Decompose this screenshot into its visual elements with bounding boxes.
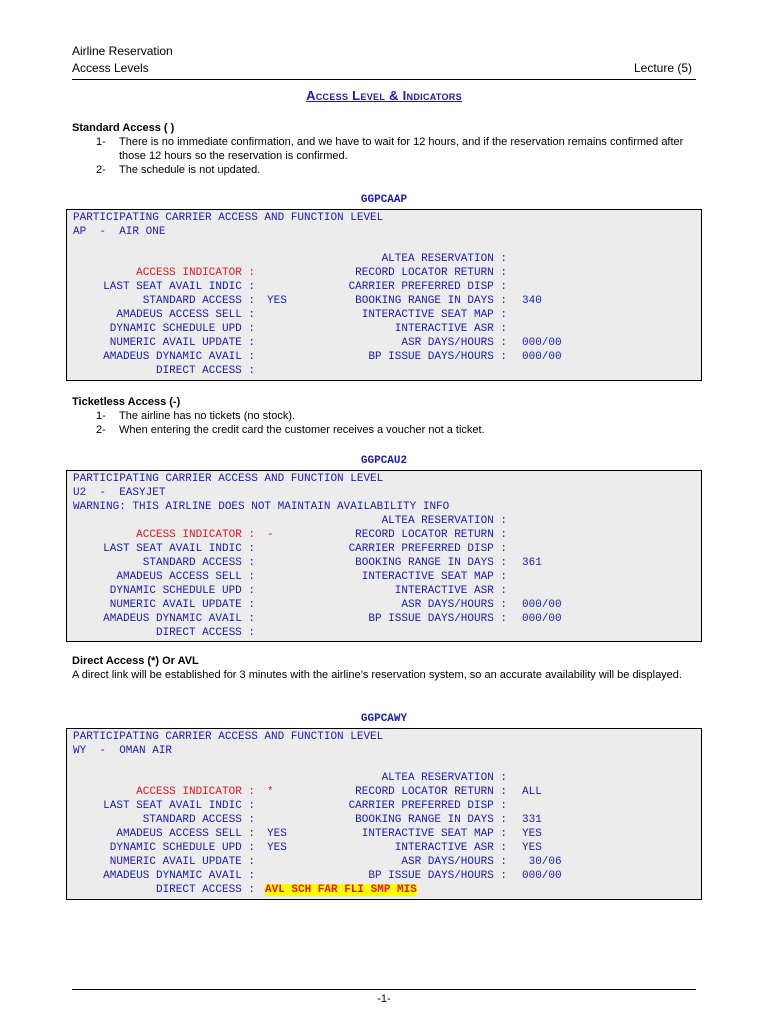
left-label: DYNAMIC SCHEDULE UPD :	[109, 842, 255, 854]
list-text: The schedule is not updated.	[119, 164, 261, 176]
terminal-screen-wy	[66, 728, 702, 900]
airline-line: AP - AIR ONE	[73, 226, 166, 238]
access-indicator-value: -	[267, 529, 274, 541]
standard-access-value: YES	[267, 295, 287, 307]
right-label: INTERACTIVE SEAT MAP :	[361, 828, 507, 840]
access-indicator-label: ACCESS INDICATOR :	[136, 786, 255, 798]
header-divider	[72, 79, 696, 80]
interactive-asr-value: YES	[522, 842, 542, 854]
right-label: BP ISSUE DAYS/HOURS :	[368, 351, 507, 363]
warning-line: WARNING: THIS AIRLINE DOES NOT MAINTAIN AVAILABILITY INFO	[73, 501, 450, 513]
ticketless-access-item-2	[96, 423, 716, 437]
left-label: DIRECT ACCESS :	[155, 365, 255, 377]
left-label: STANDARD ACCESS :	[142, 295, 255, 307]
list-text: There is no immediate confirmation, and we have to wait for 12 hours, and if the reservation remains confirmed after those 12 hours so the reservation is confirmed.	[119, 136, 684, 162]
amadeus-access-sell-value: YES	[267, 828, 287, 840]
right-label: INTERACTIVE ASR :	[394, 323, 507, 335]
list-number: 2-	[96, 164, 106, 176]
right-label: CARRIER PREFERRED DISP :	[348, 800, 507, 812]
standard-access-item-2	[96, 163, 716, 177]
right-label: CARRIER PREFERRED DISP :	[348, 281, 507, 293]
list-number: 1-	[96, 136, 106, 148]
dynamic-schedule-upd-value: YES	[267, 842, 287, 854]
booking-range-value: 361	[522, 557, 542, 569]
terminal-screen-u2	[66, 470, 702, 642]
record-locator-return-value: ALL	[522, 786, 542, 798]
right-label: BOOKING RANGE IN DAYS :	[355, 557, 507, 569]
bp-issue-value: 000/00	[522, 613, 562, 625]
access-indicator-value: *	[267, 786, 274, 798]
left-label: NUMERIC AVAIL UPDATE :	[109, 599, 255, 611]
left-label: DYNAMIC SCHEDULE UPD :	[109, 323, 255, 335]
left-label: NUMERIC AVAIL UPDATE :	[109, 337, 255, 349]
direct-access-heading: Direct Access (*) Or AVL	[72, 655, 199, 667]
command-ggpcaap: GGPCAAP	[360, 194, 408, 206]
left-label: AMADEUS ACCESS SELL :	[116, 828, 255, 840]
right-label: BP ISSUE DAYS/HOURS :	[368, 613, 507, 625]
right-label: INTERACTIVE ASR :	[394, 585, 507, 597]
screen-header-line: PARTICIPATING CARRIER ACCESS AND FUNCTION LEVEL	[73, 731, 384, 743]
header-lecture-label: Lecture (5)	[634, 61, 693, 75]
terminal-screen-ap	[66, 209, 702, 381]
left-label: DIRECT ACCESS :	[155, 884, 255, 896]
left-label: AMADEUS DYNAMIC AVAIL :	[103, 613, 255, 625]
left-label: STANDARD ACCESS :	[142, 814, 255, 826]
right-label: INTERACTIVE ASR :	[394, 842, 507, 854]
booking-range-value: 331	[522, 814, 542, 826]
screen-header-line: PARTICIPATING CARRIER ACCESS AND FUNCTION LEVEL	[73, 212, 384, 224]
left-label: LAST SEAT AVAIL INDIC :	[103, 281, 255, 293]
right-label: BOOKING RANGE IN DAYS :	[355, 814, 507, 826]
footer-divider	[72, 989, 696, 990]
right-label: BOOKING RANGE IN DAYS :	[355, 295, 507, 307]
interactive-seat-map-value: YES	[522, 828, 542, 840]
command-ggpcau2: GGPCAU2	[360, 455, 408, 467]
standard-access-heading: Standard Access ( )	[72, 122, 175, 134]
bp-issue-value: 000/00	[522, 351, 562, 363]
booking-range-value: 340	[522, 295, 542, 307]
left-label: LAST SEAT AVAIL INDIC :	[103, 800, 255, 812]
direct-access-description: A direct link will be established for 3 minutes with the airline’s reservation system, so an accurate availability will be displayed.	[72, 669, 682, 681]
asr-days-value: 000/00	[522, 337, 562, 349]
left-label: AMADEUS DYNAMIC AVAIL :	[103, 351, 255, 363]
standard-access-item-1	[96, 135, 716, 165]
left-label: LAST SEAT AVAIL INDIC :	[103, 543, 255, 555]
header-section-title: Access Levels	[72, 61, 149, 75]
right-label: ALTEA RESERVATION :	[381, 772, 507, 784]
ticketless-access-item-1	[96, 409, 716, 423]
right-label: RECORD LOCATOR RETURN :	[355, 786, 507, 798]
left-label: DYNAMIC SCHEDULE UPD :	[109, 585, 255, 597]
list-text: When entering the credit card the customer receives a voucher not a ticket.	[119, 424, 485, 436]
access-indicator-label: ACCESS INDICATOR :	[136, 267, 255, 279]
right-label: ALTEA RESERVATION :	[381, 253, 507, 265]
left-label: NUMERIC AVAIL UPDATE :	[109, 856, 255, 868]
direct-access-value: AVL SCH FAR FLI SMP MIS	[265, 884, 417, 896]
asr-days-value: 000/00	[522, 599, 562, 611]
right-label: ASR DAYS/HOURS :	[401, 856, 507, 868]
page-title: Access Level & Indicators	[306, 88, 462, 103]
access-indicator-label: ACCESS INDICATOR :	[136, 529, 255, 541]
right-label: RECORD LOCATOR RETURN :	[355, 267, 507, 279]
asr-days-value: 30/06	[522, 856, 562, 868]
right-label: ASR DAYS/HOURS :	[401, 599, 507, 611]
right-label: INTERACTIVE SEAT MAP :	[361, 571, 507, 583]
bp-issue-value: 000/00	[522, 870, 562, 882]
ticketless-access-heading: Ticketless Access (-)	[72, 396, 181, 408]
list-number: 2-	[96, 424, 106, 436]
right-label: RECORD LOCATOR RETURN :	[355, 529, 507, 541]
list-text: The airline has no tickets (no stock).	[119, 410, 296, 422]
page-number: -1-	[377, 993, 391, 1005]
airline-line: WY - OMAN AIR	[73, 745, 173, 757]
left-label: STANDARD ACCESS :	[142, 557, 255, 569]
list-number: 1-	[96, 410, 106, 422]
right-label: ALTEA RESERVATION :	[381, 515, 507, 527]
right-label: ASR DAYS/HOURS :	[401, 337, 507, 349]
left-label: AMADEUS ACCESS SELL :	[116, 309, 255, 321]
right-label: BP ISSUE DAYS/HOURS :	[368, 870, 507, 882]
header-course-title: Airline Reservation	[72, 44, 173, 58]
right-label: INTERACTIVE SEAT MAP :	[361, 309, 507, 321]
left-label: AMADEUS ACCESS SELL :	[116, 571, 255, 583]
airline-line: U2 - EASYJET	[73, 487, 166, 499]
right-label: CARRIER PREFERRED DISP :	[348, 543, 507, 555]
command-ggpcawy: GGPCAWY	[360, 713, 408, 725]
screen-header-line: PARTICIPATING CARRIER ACCESS AND FUNCTION LEVEL	[73, 473, 384, 485]
left-label: AMADEUS DYNAMIC AVAIL :	[103, 870, 255, 882]
left-label: DIRECT ACCESS :	[155, 627, 255, 639]
